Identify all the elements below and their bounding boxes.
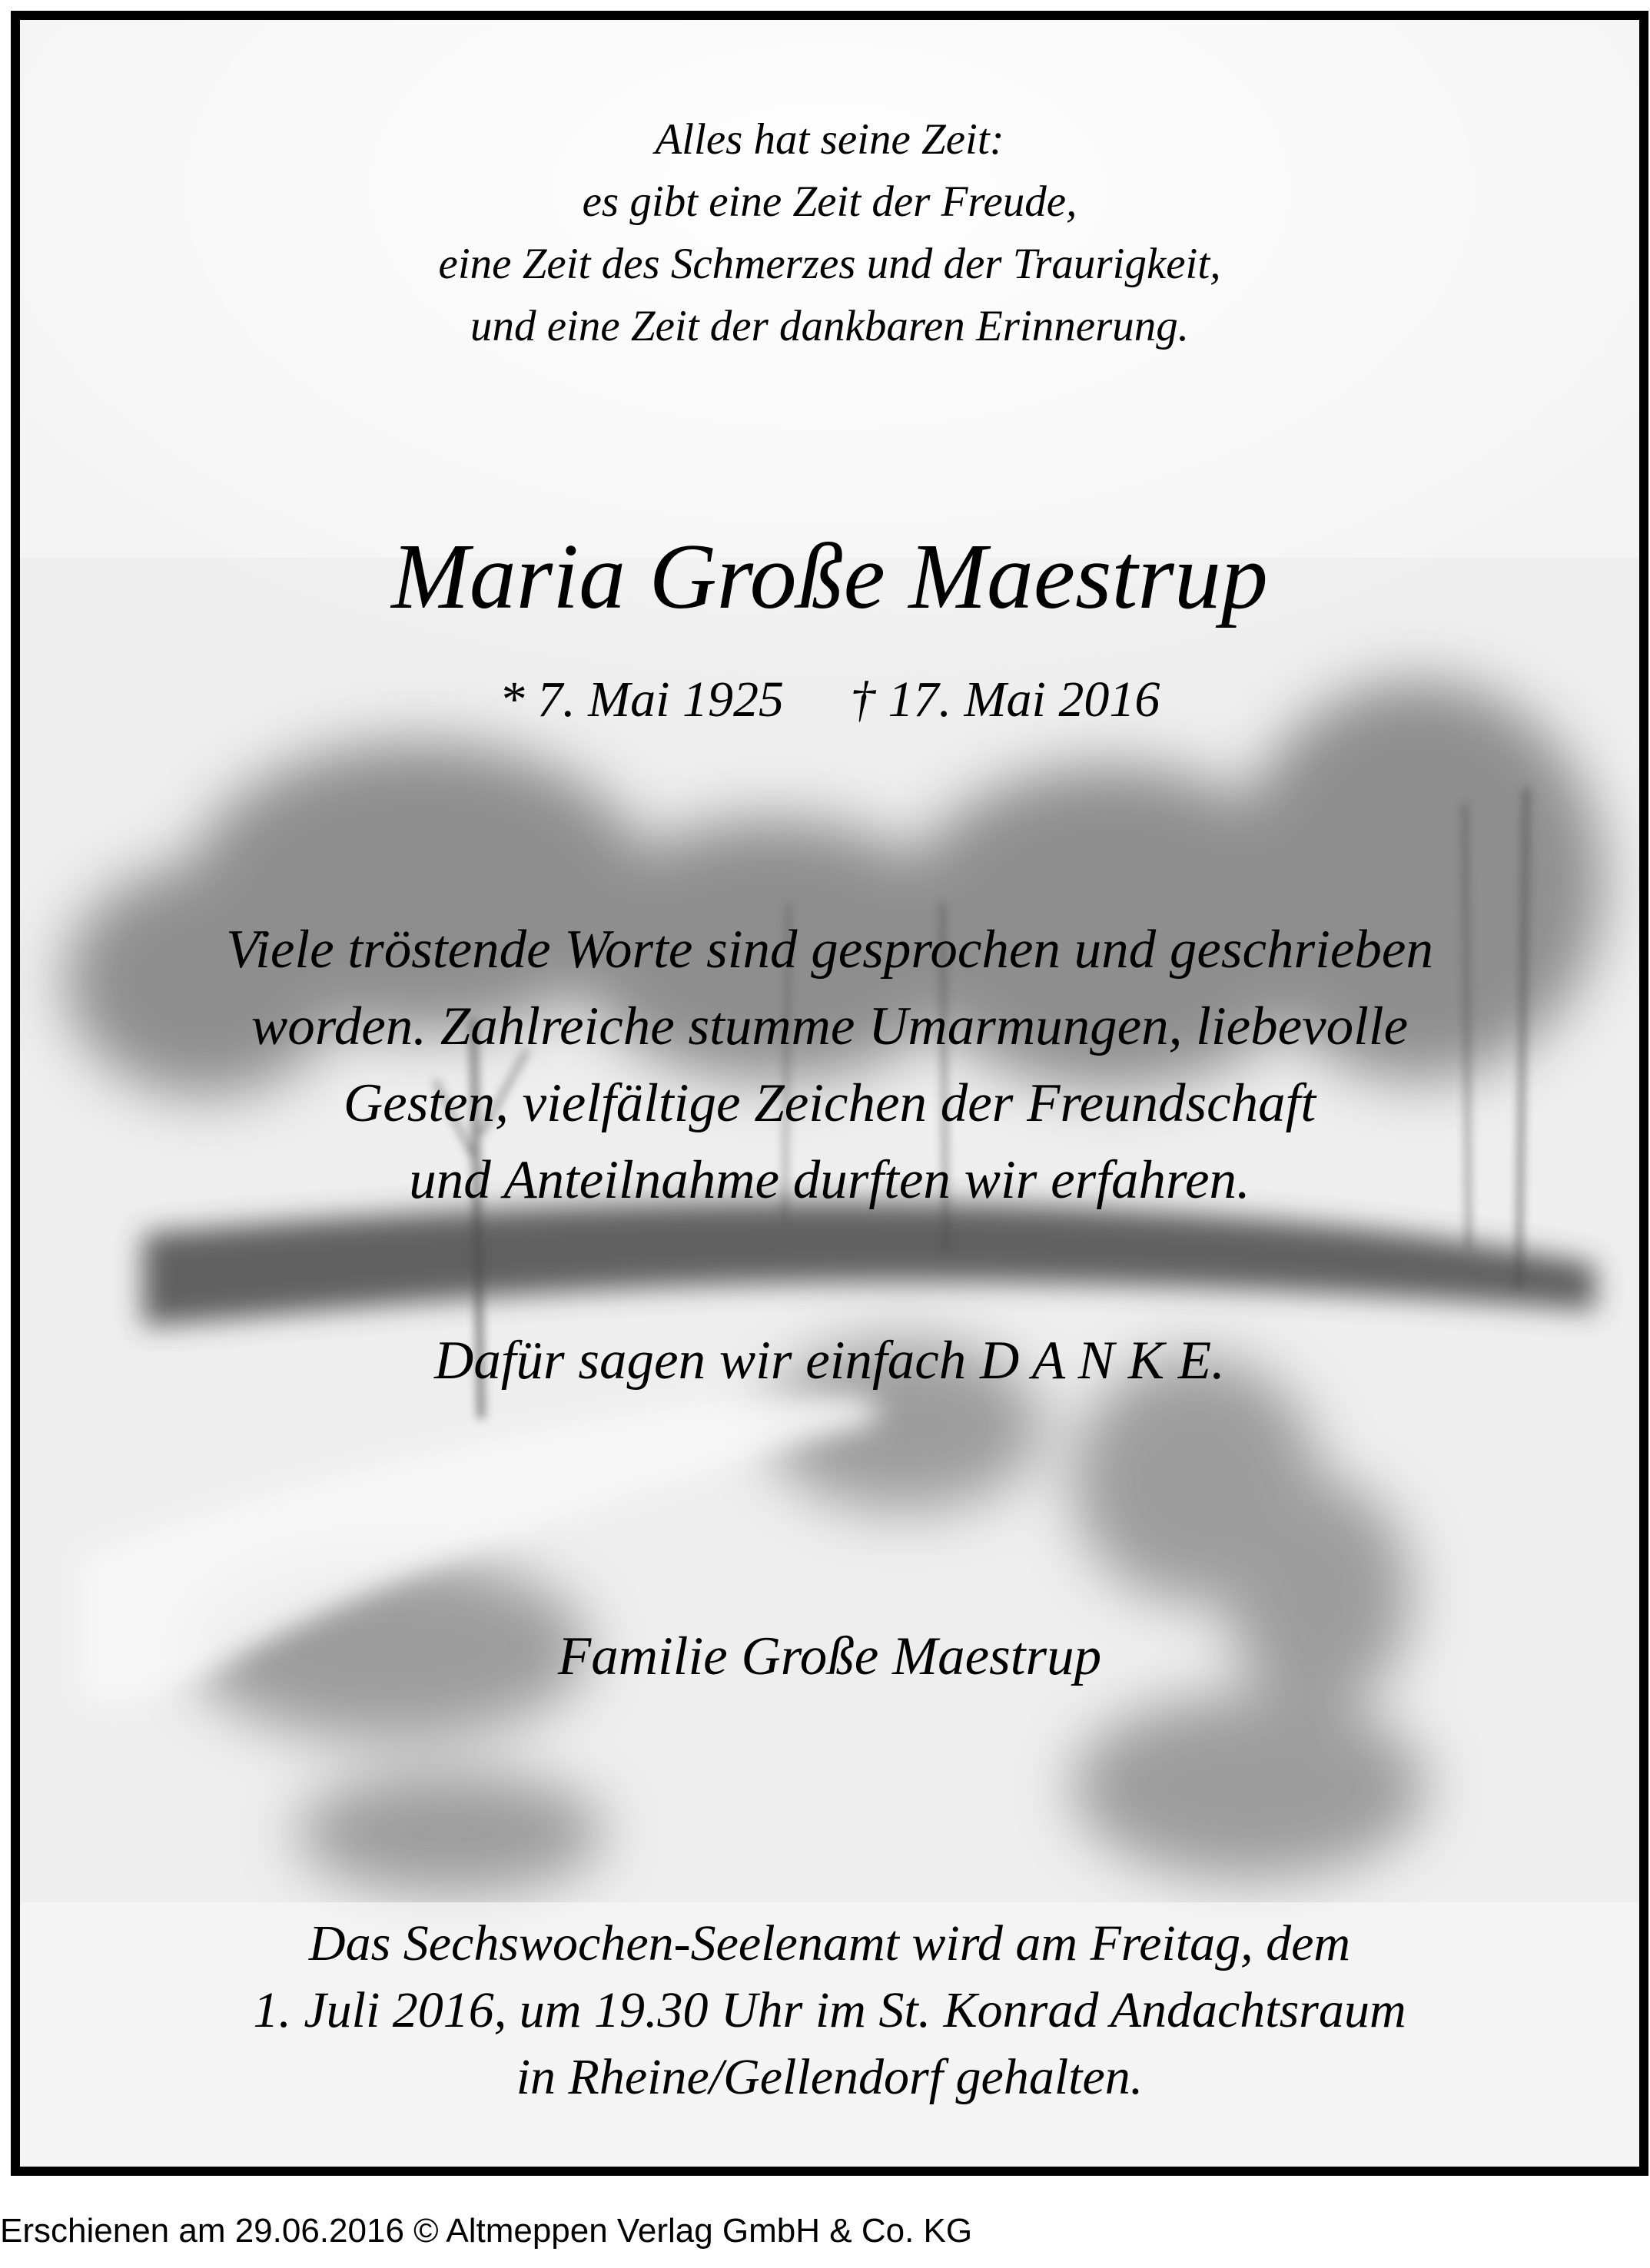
thanks-line: und Anteilnahme durften wir erfahren. (409, 1150, 1250, 1210)
thanks-paragraph (20, 911, 1639, 1219)
family-signature: Familie Große Maestrup (557, 1626, 1102, 1686)
motto-line: eine Zeit des Schmerzes und der Traurigkeit, (438, 240, 1221, 288)
memorial-service-info (20, 1910, 1639, 2110)
obituary-notice (11, 11, 1648, 2176)
thanks-line: Gesten, vielfältige Zeichen der Freundschaft (343, 1073, 1316, 1133)
motto-line: Alles hat seine Zeit: (655, 115, 1004, 164)
service-line: 1. Juli 2016, um 19.30 Uhr im St. Konrad Andachtsraum (253, 1982, 1406, 2038)
motto-line: es gibt eine Zeit der Freude, (582, 177, 1077, 226)
birth-date: * 7. Mai 1925 (499, 671, 784, 728)
motto-line: und eine Zeit der dankbaren Erinnerung. (470, 302, 1190, 350)
notice-text (20, 20, 1639, 2167)
service-line: Das Sechswochen-Seelenamt wird am Freitag, dem (308, 1915, 1351, 1971)
service-line: in Rheine/Gellendorf gehalten. (516, 2049, 1144, 2105)
thanks-line: Viele tröstende Worte sind gesprochen und geschrieben (226, 920, 1433, 980)
publication-credit: Erschienen am 29.06.2016 © Altmeppen Verlag GmbH & Co. KG (0, 2212, 973, 2250)
thanks-line: worden. Zahlreiche stumme Umarmungen, liebevolle (251, 996, 1409, 1056)
danke-line: Dafür sagen wir einfach D A N K E. (434, 1331, 1225, 1391)
deceased-name: Maria Große Maestrup (391, 525, 1268, 628)
death-date: † 17. Mai 2016 (850, 671, 1160, 728)
life-dates (20, 669, 1639, 731)
motto-verse (20, 108, 1639, 357)
